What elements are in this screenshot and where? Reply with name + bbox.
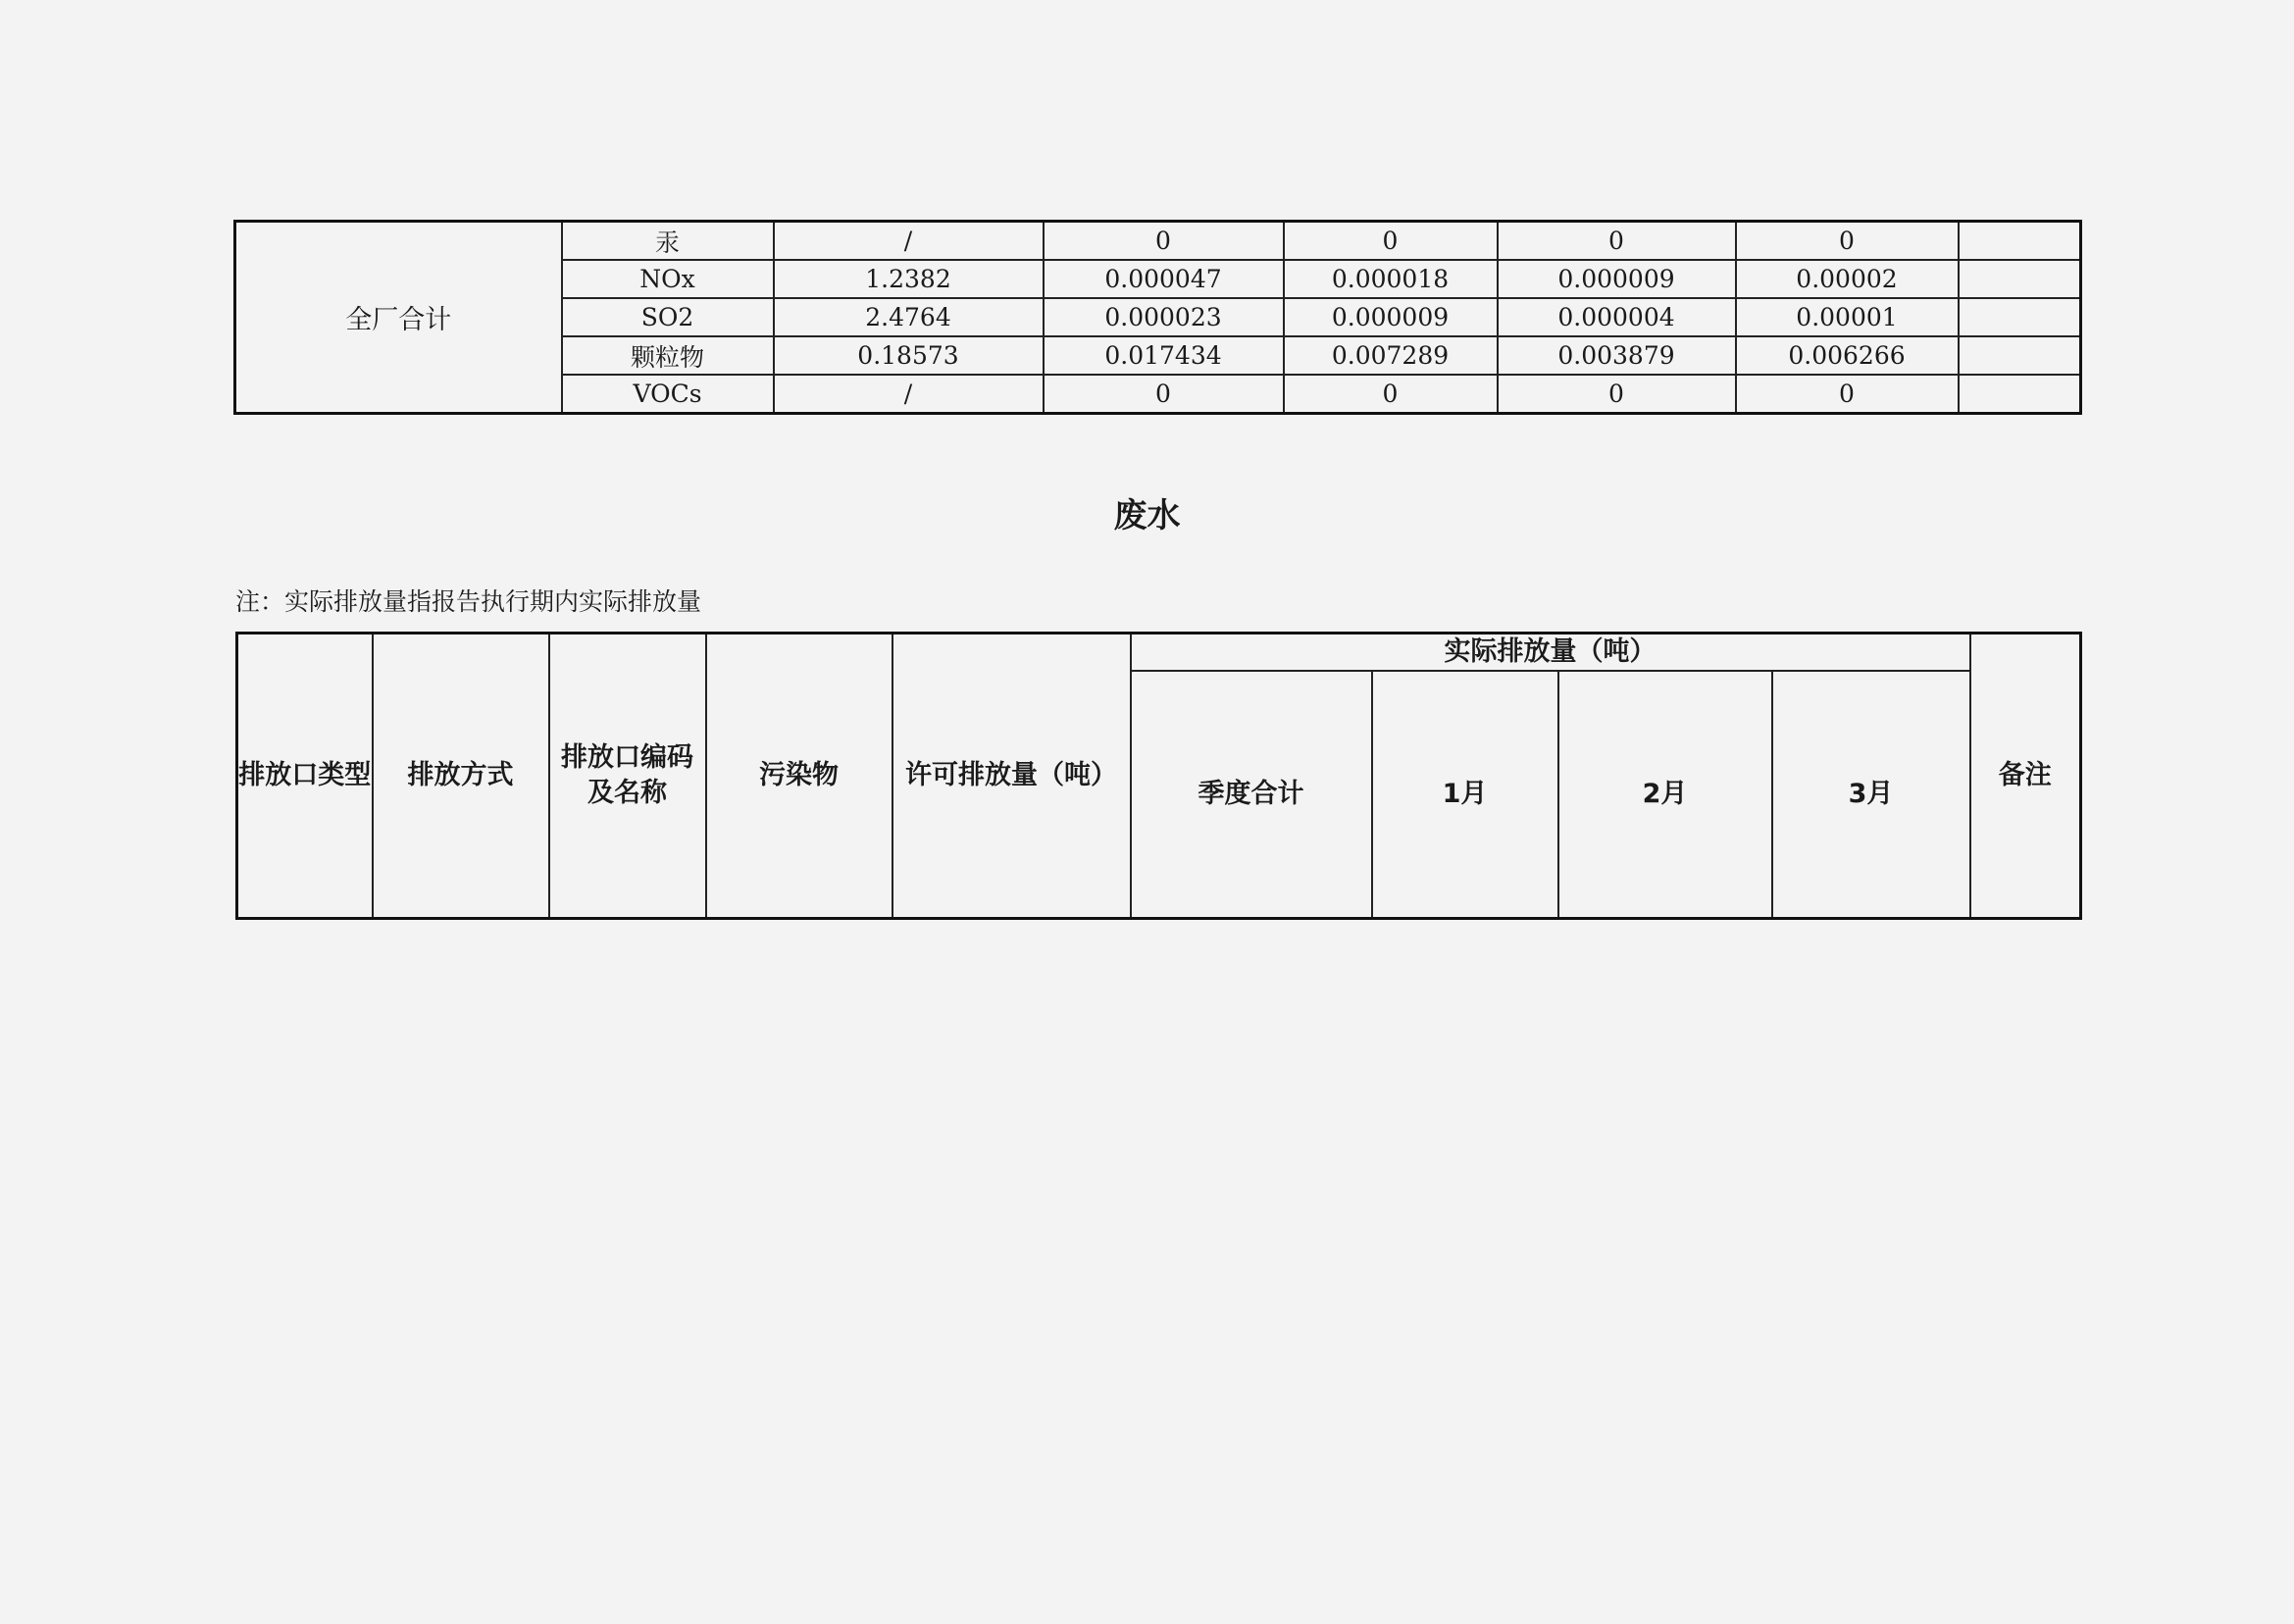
table-row xyxy=(235,222,2081,261)
cell-m1: 0 xyxy=(1284,375,1498,414)
header-outlet-code-name: 排放口编码及名称 xyxy=(549,634,706,919)
header-month-1: 1月 xyxy=(1372,671,1558,919)
plant-total-table xyxy=(233,220,2082,415)
cell-permitted: / xyxy=(774,375,1044,414)
cell-remark xyxy=(1959,298,2081,336)
cell-m1: 0.007289 xyxy=(1284,336,1498,375)
header-quarter-total: 季度合计 xyxy=(1131,671,1372,919)
cell-m2: 0 xyxy=(1498,222,1736,261)
cell-remark xyxy=(1959,260,2081,298)
cell-quarter-total: 0.017434 xyxy=(1044,336,1284,375)
cell-m2: 0.003879 xyxy=(1498,336,1736,375)
group-label-cell: 全厂合计 xyxy=(235,222,562,414)
cell-remark xyxy=(1959,336,2081,375)
cell-pollutant: 汞 xyxy=(562,222,774,261)
wastewater-table xyxy=(235,632,2082,920)
cell-pollutant: SO2 xyxy=(562,298,774,336)
header-discharge-method: 排放方式 xyxy=(373,634,549,919)
cell-m2: 0 xyxy=(1498,375,1736,414)
plant-total-table-body xyxy=(235,222,2081,414)
cell-pollutant: 颗粒物 xyxy=(562,336,774,375)
cell-permitted: 1.2382 xyxy=(774,260,1044,298)
cell-quarter-total: 0 xyxy=(1044,375,1284,414)
cell-m3: 0.00002 xyxy=(1736,260,1959,298)
cell-quarter-total: 0 xyxy=(1044,222,1284,261)
header-pollutant: 污染物 xyxy=(706,634,892,919)
note-text: 注：实际排放量指报告执行期内实际排放量 xyxy=(235,587,702,616)
header-actual-group: 实际排放量（吨） xyxy=(1131,634,1970,672)
cell-m1: 0 xyxy=(1284,222,1498,261)
cell-m2: 0.000004 xyxy=(1498,298,1736,336)
cell-pollutant: VOCs xyxy=(562,375,774,414)
cell-permitted: / xyxy=(774,222,1044,261)
cell-m1: 0.000009 xyxy=(1284,298,1498,336)
cell-m3: 0 xyxy=(1736,222,1959,261)
header-outlet-type: 排放口类型 xyxy=(237,634,373,919)
header-permitted: 许可排放量（吨） xyxy=(892,634,1131,919)
header-remark: 备注 xyxy=(1970,634,2081,919)
header-month-2: 2月 xyxy=(1558,671,1772,919)
cell-permitted: 2.4764 xyxy=(774,298,1044,336)
cell-m3: 0.006266 xyxy=(1736,336,1959,375)
cell-m3: 0 xyxy=(1736,375,1959,414)
cell-quarter-total: 0.000023 xyxy=(1044,298,1284,336)
cell-remark xyxy=(1959,222,2081,261)
cell-permitted: 0.18573 xyxy=(774,336,1044,375)
cell-remark xyxy=(1959,375,2081,414)
wastewater-header-row-1 xyxy=(237,634,2081,672)
header-month-3: 3月 xyxy=(1772,671,1970,919)
cell-pollutant: NOx xyxy=(562,260,774,298)
cell-m1: 0.000018 xyxy=(1284,260,1498,298)
cell-m3: 0.00001 xyxy=(1736,298,1959,336)
cell-quarter-total: 0.000047 xyxy=(1044,260,1284,298)
section-title: 废水 xyxy=(1113,496,1181,535)
cell-m2: 0.000009 xyxy=(1498,260,1736,298)
